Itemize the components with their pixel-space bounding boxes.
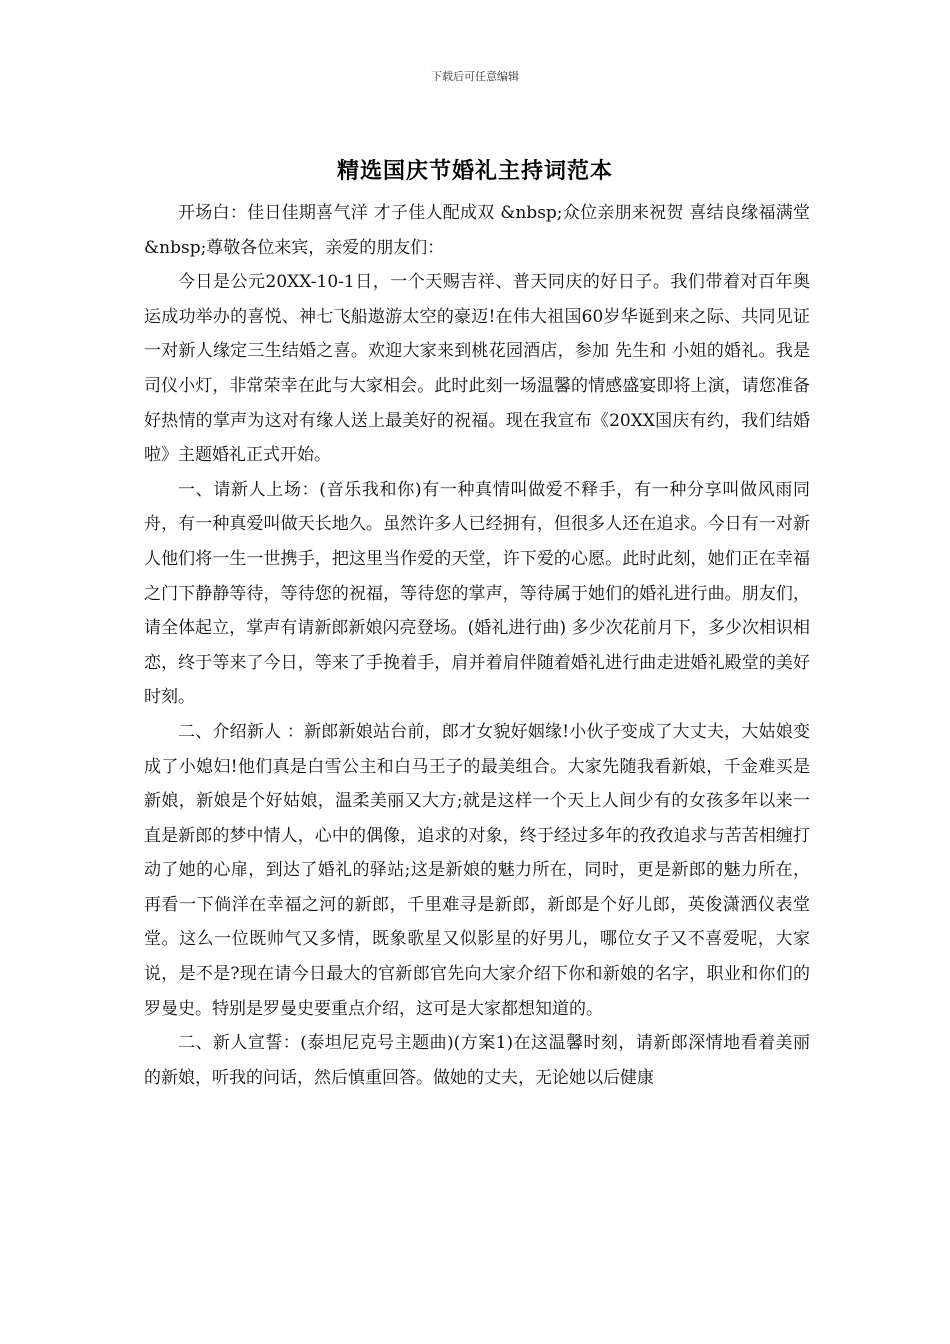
- paragraph-intro: 今日是公元20XX-10-1日，一个天赐吉祥、普天同庆的好日子。我们带着对百年奥运成功举办的喜悦、神七飞船遨游太空的豪迈!在伟大祖国60岁华诞到来之际、共同见证一对新人缘定三生结婚之喜。欢迎大家来到桃花园酒店，参加 先生和 小姐的婚礼。我是司仪小灯，非常荣幸在此与大家相会。此时此刻一场温馨的情感盛宴即将上演，请您准备好热情的掌声为这对有缘人送上最美好的祝福。现在我宣布《20XX国庆有约，我们结婚啦》主题婚礼正式开始。: [144, 272, 810, 466]
- paragraph-section-2: 二、介绍新人 ：新郎新娘站台前，郎才女貌好姻缘!小伙子变成了大丈夫，大姑娘变成了小媳妇!他们真是白雪公主和白马王子的最美组合。大家先随我看新娘，千金难买是新娘，新娘是个好姑娘，温柔美丽又大方;就是这样一个天上人间少有的女孩多年以来一直是新郎的梦中情人，心中的偶像，追求的对象，终于经过多年的孜孜追求与苦苦相缠打动了她的心扉，到达了婚礼的驿站;这是新娘的魅力所在，同时，更是新郎的魅力所在，再看一下倘洋在幸福之河的新郎，千里难寻是新郎，新郎是个好儿郎，英俊潇洒仪表堂堂。这么一位既帅气又多情，既象歌星又似影星的好男儿，哪位女子又不喜爱呢，大家说，是不是?现在请今日最大的官新郎官先向大家介绍下你和新娘的名字，职业和你们的罗曼史。特别是罗曼史要重点介绍，这可是大家都想知道的。: [144, 721, 810, 1019]
- document-body: [144, 196, 810, 1095]
- document-title: 精选国庆节婚礼主持词范本: [336, 159, 613, 184]
- header-note: 下载后可任意编辑: [431, 70, 519, 83]
- paragraph-section-1: 一、请新人上场：(音乐我和你)有一种真情叫做爱不释手，有一种分享叫做风雨同舟，有一种真爱叫做天长地久。虽然许多人已经拥有，但很多人还在追求。今日有一对新人他们将一生一世携手，把这里当作爱的天堂，许下爱的心愿。此时此刻，她们正在幸福之门下静静等待，等待您的祝福，等待您的掌声，等待属于她们的婚礼进行曲。朋友们，请全体起立，掌声有请新郎新娘闪亮登场。(婚礼进行曲) 多少次花前月下，多少次相识相恋，终于等来了今日，等来了手挽着手，肩并着肩伴随着婚礼进行曲走进婚礼殿堂的美好时刻。: [144, 479, 810, 708]
- paragraph-opening: 开场白：佳日佳期喜气洋 才子佳人配成双 &nbsp;众位亲朋来祝贺 喜结良缘福满堂 &nbsp;尊敬各位来宾，亲爱的朋友们：: [144, 203, 810, 258]
- paragraph-section-3: 二、新人宣誓：(泰坦尼克号主题曲)(方案1)在这温馨时刻，请新郎深情地看着美丽的新娘，听我的问话，然后慎重回答。做她的丈夫，无论她以后健康: [144, 1033, 810, 1088]
